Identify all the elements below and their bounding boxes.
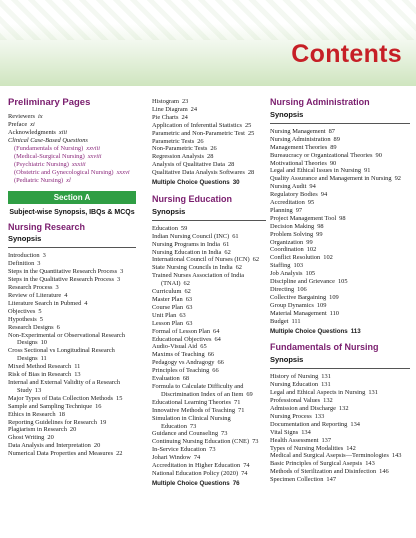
toc-entry[interactable]: Health Assessment 137 [270, 436, 332, 444]
toc-entry[interactable]: Definition 3 [8, 260, 41, 268]
toc-entry[interactable]: Literature Search in Pubmed 4 [8, 299, 88, 307]
toc-entry[interactable]: Discipline and Grievance 105 [270, 278, 348, 286]
toc-entry[interactable]: Line Diagram 24 [152, 105, 198, 113]
toc-entry[interactable]: Simulation in Clinical Nursing Education 73 [152, 414, 231, 430]
toc-entry[interactable]: Data Analysis and Interpretation 20 [8, 442, 101, 450]
toc-entry[interactable]: Preface xi [8, 121, 35, 129]
nursing-research-title: Nursing Research [8, 221, 86, 232]
toc-entry[interactable]: Review of Literature 4 [8, 292, 68, 300]
toc-entry[interactable]: History of Nursing 131 [270, 373, 331, 381]
toc-entry[interactable]: Organization 99 [270, 238, 313, 246]
toc-entry[interactable]: Unit Plan 63 [152, 311, 186, 319]
toc-entry[interactable]: Documentation and Reporting 134 [270, 420, 360, 428]
divider [270, 123, 410, 124]
toc-entry[interactable]: Coordination 102 [270, 246, 317, 254]
toc-entry[interactable]: Hypothesis 5 [8, 315, 43, 323]
toc-entry[interactable]: Planning 97 [270, 206, 303, 214]
section-a-banner: Section A [8, 191, 136, 204]
toc-entry[interactable]: Staffing 103 [270, 262, 304, 270]
toc-entry[interactable]: Job Analysis 105 [270, 270, 316, 278]
toc-entry[interactable]: (Medical-Surgical Nursing) xxviii [14, 152, 102, 160]
toc-entry[interactable]: Formal of Lesson Plan 64 [152, 327, 220, 335]
toc-entry[interactable]: Decision Making 98 [270, 222, 324, 230]
toc-entry[interactable]: Educational Learning Theories 71 [152, 398, 241, 406]
toc-entry[interactable]: Pedagogy vs Andragogy 66 [152, 359, 224, 367]
nursing-education-list [152, 225, 266, 478]
toc-entry[interactable]: Material Management 110 [270, 309, 339, 317]
toc-entry[interactable]: Application of Inferential Statistics 25 [152, 121, 252, 129]
toc-entry[interactable]: Nursing Management 87 [270, 127, 335, 135]
divider [8, 247, 136, 248]
toc-entry[interactable]: Management Theories 89 [270, 143, 337, 151]
toc-entry[interactable]: Formula to Calculate Difficulty and Discrimination Index of an Item 69 [152, 382, 253, 398]
toc-entry[interactable]: Collective Bargaining 109 [270, 293, 339, 301]
toc-entry[interactable]: Educational Objectives 64 [152, 335, 221, 343]
nursing-research-list [8, 252, 136, 458]
toc-entry[interactable]: Major Types of Data Collection Methods 15 [8, 394, 123, 402]
toc-entry[interactable]: Professional Values 132 [270, 397, 333, 405]
fundamentals-synopsis-label: Synopsis [270, 355, 304, 365]
nursing-education-synopsis-label: Synopsis [152, 206, 186, 216]
toc-entry[interactable]: Problem Solving 99 [270, 230, 323, 238]
toc-entry[interactable]: Indian Nursing Council (INC) 61 [152, 232, 239, 240]
toc-entry[interactable]: Histogram 23 [152, 98, 189, 105]
toc-entry[interactable]: Mixed Method Research 11 [8, 363, 81, 371]
toc-entry[interactable]: State Nursing Councils in India 62 [152, 264, 242, 272]
toc-entry[interactable]: Parametric and Non-Parametric Test 25 [152, 129, 255, 137]
toc-entry[interactable]: Non-Experimental or Observational Research Designs 10 [8, 331, 125, 347]
toc-entry[interactable]: Nursing Administration 89 [270, 135, 340, 143]
toc-entry[interactable]: Audio-Visual Aid 65 [152, 343, 207, 351]
toc-entry[interactable]: Internal and External Validity of a Research Study 13 [8, 378, 121, 394]
toc-entry[interactable]: Bureaucracy or Organizational Theories 90 [270, 151, 382, 159]
toc-entry[interactable]: Evaluation 68 [152, 375, 190, 383]
toc-entry[interactable]: Pie Charts 24 [152, 113, 188, 121]
fundamentals-list [270, 373, 410, 484]
nursing-administration-title: Nursing Administration [270, 97, 370, 107]
preliminary-pages-title: Preliminary Pages [8, 97, 91, 108]
toc-entry[interactable]: Legal and Ethical Issues in Nursing 91 [270, 167, 371, 175]
toc-entry-mcq[interactable]: Multiple Choice Questions 76 [152, 479, 240, 487]
preliminary-list [8, 113, 136, 184]
toc-entry[interactable]: Research Designs 6 [8, 323, 60, 331]
page-title: Contents [291, 40, 402, 68]
toc-entry[interactable]: Nursing Education 131 [270, 381, 331, 389]
toc-entry[interactable]: Continuing Nursing Education (CNE) 73 [152, 438, 259, 446]
toc-entry[interactable]: Reporting Guidelines for Research 19 [8, 418, 107, 426]
toc-entry[interactable]: Specimen Collection 147 [270, 476, 337, 484]
toc-entry[interactable]: Medical and Surgical Asepsis—Terminologies 143 [270, 452, 402, 460]
nursing-administration-synopsis-label: Synopsis [270, 109, 304, 119]
toc-entry[interactable]: International Council of Nurses (ICN) 62 [152, 256, 260, 264]
toc-entry-mcq[interactable]: Multiple Choice Questions 113 [270, 327, 361, 335]
research-continued-list [152, 98, 266, 177]
toc-entry[interactable]: Vital Signs 134 [270, 428, 311, 436]
toc-entry[interactable]: Guidance and Counseling 73 [152, 430, 228, 438]
toc-entry[interactable]: Ghost Writing 20 [8, 434, 54, 442]
toc-entry[interactable]: Group Dynamics 109 [270, 301, 327, 309]
toc-entry[interactable]: Directing 106 [270, 286, 307, 294]
toc-entry[interactable]: Innovative Methods of Teaching 71 [152, 406, 245, 414]
toc-entry[interactable]: Research Process 3 [8, 284, 59, 292]
toc-entry[interactable]: Reviewers ix [8, 113, 43, 121]
toc-entry[interactable]: Steps in the Quantitative Research Process 3 [8, 268, 124, 276]
page-header [0, 0, 416, 86]
toc-entry[interactable]: Qualitative Data Analysis Softwares 28 [152, 169, 255, 177]
toc-entry[interactable]: Quality Assurance and Management in Nursing 92 [270, 175, 401, 183]
toc-entry[interactable]: Numerical Data Properties and Measures 22 [8, 450, 123, 458]
toc-entry[interactable]: Acknowledgments xiii [8, 129, 68, 137]
toc-entry[interactable]: Clinical Case-Based Questions [8, 137, 88, 145]
toc-entry[interactable]: Master Plan 63 [152, 296, 193, 304]
toc-entry[interactable]: Non-Parametric Tests 26 [152, 145, 217, 153]
toc-entry[interactable]: Risk of Bias in Research 13 [8, 371, 81, 379]
toc-entry[interactable]: Cross Sectional vs Longitudinal Research Designs 11 [8, 347, 115, 363]
toc-entry[interactable]: Education 59 [152, 224, 188, 232]
toc-entry[interactable]: Basic Principles of Surgical Asepsis 143 [270, 460, 375, 468]
toc-entry[interactable]: Ethics in Research 18 [8, 410, 65, 418]
toc-entry[interactable]: Project Management Tool 98 [270, 214, 346, 222]
toc-entry[interactable]: In-Service Education 73 [152, 446, 216, 454]
toc-entry[interactable]: Regulatory Bodies 94 [270, 191, 328, 199]
column-right [270, 98, 410, 484]
toc-entry[interactable]: Admission and Discharge 132 [270, 404, 349, 412]
toc-entry[interactable]: Sample and Sampling Technique 16 [8, 402, 102, 410]
toc-entry[interactable]: Steps in the Qualitative Research Process 3 [8, 276, 121, 284]
divider [152, 220, 266, 221]
toc-entry[interactable]: Types of Nursing Modalities 142 [270, 444, 356, 452]
header-pattern [0, 0, 416, 40]
toc-entry[interactable]: Objectives 5 [8, 307, 42, 315]
toc-entry[interactable]: National Education Policy (2020) 74 [152, 469, 248, 477]
toc-entry[interactable]: (Pediatric Nursing) xl [14, 176, 71, 184]
toc-entry[interactable]: Conflict Resolution 102 [270, 254, 333, 262]
toc-entry[interactable]: Curriculum 62 [152, 288, 191, 296]
toc-entry-mcq[interactable]: Multiple Choice Questions 30 [152, 179, 240, 187]
nursing-education-title: Nursing Education [152, 193, 233, 204]
toc-entry[interactable]: Plagiarism in Research 20 [8, 426, 77, 434]
toc-entry[interactable]: Nursing Education in India 62 [152, 248, 231, 256]
toc-entry[interactable]: Accreditation 95 [270, 199, 315, 207]
toc-entry[interactable]: Nursing Process 133 [270, 412, 325, 420]
toc-entry[interactable]: Budget 111 [270, 317, 301, 325]
toc-entry[interactable]: Course Plan 63 [152, 303, 193, 311]
toc-entry[interactable]: Legal and Ethical Aspects in Nursing 131 [270, 389, 378, 397]
toc-entry[interactable]: Lesson Plan 63 [152, 319, 193, 327]
toc-entry[interactable]: (Psychiatric Nursing) xxxiii [14, 160, 86, 168]
fundamentals-of-nursing-title: Fundamentals of Nursing [270, 342, 379, 353]
toc-entry[interactable]: Principles of Teaching 66 [152, 367, 219, 375]
toc-entry[interactable]: Regression Analysis 28 [152, 153, 214, 161]
toc-entry[interactable]: Maxims of Teaching 66 [152, 351, 215, 359]
section-a-subtitle: Subject-wise Synopsis, IBQs & MCQs [9, 208, 135, 216]
toc-entry[interactable]: Analysis of Qualitative Data 28 [152, 161, 235, 169]
nursing-administration-list [270, 128, 410, 326]
toc-entry[interactable]: Nursing Programs in India 61 [152, 240, 230, 248]
toc-entry[interactable]: (Obstetric and Gynecological Nursing) xxxvi [14, 168, 130, 176]
toc-entry[interactable]: Johari Window 74 [152, 454, 201, 462]
nursing-research-synopsis-label: Synopsis [8, 234, 42, 244]
toc-entry[interactable]: Methods of Sterilization and Disinfection 146 [270, 468, 389, 476]
divider [270, 368, 410, 369]
toc-entry[interactable]: Accreditation in Higher Education 74 [152, 462, 250, 470]
toc-entry[interactable]: Introduction 3 [8, 252, 46, 260]
toc-entry[interactable]: (Fundamentals of Nursing) xxviii [14, 145, 101, 153]
toc-entry[interactable]: Motivational Theories 90 [270, 159, 337, 167]
column-middle [152, 98, 266, 488]
toc-entry[interactable]: Trained Nurses Association of India (TNAI) 62 [152, 272, 245, 288]
toc-entry[interactable]: Nursing Audit 94 [270, 183, 316, 191]
column-left [8, 98, 136, 458]
toc-entry[interactable]: Parametric Tests 26 [152, 137, 204, 145]
